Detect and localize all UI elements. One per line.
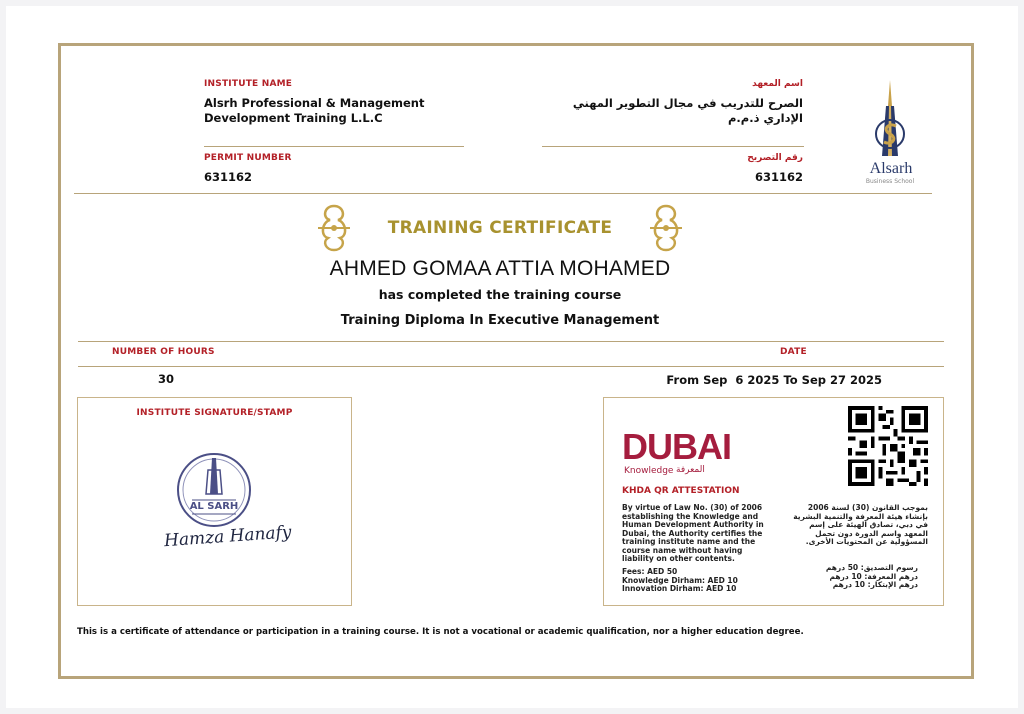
date-label: DATE <box>780 347 807 357</box>
divider-ar <box>542 146 804 147</box>
certificate-title: TRAINING CERTIFICATE <box>387 218 613 238</box>
institute-name-ar-line1: الصرح للتدريب في مجال التطوير المهني <box>572 96 803 110</box>
ornament-left-icon <box>316 202 352 254</box>
divider-details-top <box>78 341 944 342</box>
institute-name-en-line2: Development Training L.L.C <box>204 111 383 125</box>
completion-statement: has completed the training course <box>378 287 622 302</box>
signature: Hamza Hanafy <box>163 522 293 552</box>
institute-name-label-ar: اسم المعهد <box>752 79 803 89</box>
fee-en-3: Innovation Dirham: AED 10 <box>622 584 737 593</box>
logo-brand: Alsarh <box>869 160 913 177</box>
institute-name-en-line1: Alsrh Professional & Management <box>204 96 425 110</box>
institute-name-label-en: INSTITUTE NAME <box>204 79 293 89</box>
divider-header <box>74 193 932 194</box>
disclaimer-footer: This is a certificate of attendance or participation in a training course. It is not a vocational or academic qualification, nor a higher education degree. <box>77 627 804 637</box>
fee-en-2: Knowledge Dirham: AED 10 <box>622 575 738 585</box>
permit-label-en: PERMIT NUMBER <box>204 153 292 163</box>
divider-en <box>204 146 464 147</box>
logo-tagline: Business School <box>865 178 915 185</box>
alsarh-logo <box>858 76 922 186</box>
hours-value: 30 <box>158 372 175 386</box>
fee-ar-1: رسوم التصديق: 50 درهم <box>825 563 918 572</box>
course-name: Training Diploma In Executive Management <box>340 313 660 328</box>
fees-en <box>622 568 772 594</box>
fee-ar-3: درهم الإبتكار: 10 درهم <box>832 580 918 589</box>
qr-code-icon[interactable] <box>848 406 928 486</box>
signature-box <box>77 397 352 606</box>
divider-details-bottom <box>78 366 944 367</box>
stamp-text: AL SARH <box>189 501 239 512</box>
knowledge-ar: المعرفة <box>676 465 705 475</box>
permit-label-ar: رقم التصريح <box>747 153 803 163</box>
law-text-en: By virtue of Law No. (30) of 2006 establishing the Knowledge and Human Development Authority in Dubai, the Authority certifies the training institute name and the course name without having liability on other contents. <box>622 503 764 563</box>
institute-name-ar <box>543 96 803 126</box>
institute-stamp-icon <box>174 450 254 530</box>
certificate-page <box>6 6 1018 708</box>
institute-name-en <box>204 96 474 126</box>
khda-box <box>603 397 944 606</box>
fee-en-1: Fees: AED 50 <box>622 567 678 576</box>
khda-attestation-label: KHDA QR ATTESTATION <box>622 486 740 496</box>
fee-ar-2: درهم المعرفة: 10 درهم <box>829 571 918 581</box>
knowledge-en: Knowledge <box>624 466 674 476</box>
fees-ar <box>788 564 918 590</box>
recipient-name: AHMED GOMAA ATTIA MOHAMED <box>329 257 671 280</box>
hours-label: NUMBER OF HOURS <box>112 347 215 357</box>
permit-number-en: 631162 <box>204 170 253 184</box>
law-text-ar: بموجب القانون (30) لسنة 2006 بإنشاء هيئة المعرفة والتنمية البشرية في دبي، تصادق الهيئة على إسم المعهد واسم الدورة دون تحمل المسؤولية عن المحتويات الأخرى. <box>793 503 928 546</box>
dubai-logo: DUBAI <box>622 426 731 467</box>
permit-number-ar: 631162 <box>754 170 803 184</box>
institute-name-ar-line2: الإداري ذ.م.م <box>727 111 803 125</box>
ornament-right-icon <box>648 202 684 254</box>
signature-label: INSTITUTE SIGNATURE/STAMP <box>136 408 293 418</box>
date-value: From Sep 6 2025 To Sep 27 2025 <box>666 373 882 387</box>
